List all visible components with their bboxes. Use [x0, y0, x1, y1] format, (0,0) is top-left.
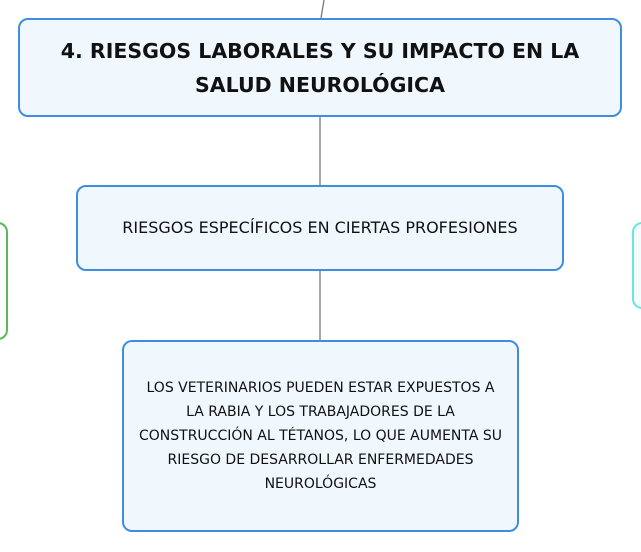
- detail-node[interactable]: [122, 340, 519, 532]
- main-topic-label: 4. RIESGOS LABORALES Y SU IMPACTO EN LA SALUD NEUROLÓGICA: [60, 38, 580, 97]
- subtopic-label: RIESGOS ESPECÍFICOS EN CIERTAS PROFESIONES: [122, 218, 518, 237]
- right-branch-node[interactable]: [632, 222, 641, 309]
- connector-parent-to-main: [321, 0, 324, 18]
- detail-label: LOS VETERINARIOS PUEDEN ESTAR EXPUESTOS A LA RABIA Y LOS TRABAJADORES DE LA CONSTRUCCIÓN AL TÉTANOS, LO QUE AUMENTA SU RIESGO DE DESARROLLAR ENFERMEDADES NEUROLÓGICAS: [138, 380, 503, 492]
- subtopic-node[interactable]: [76, 185, 564, 271]
- left-branch-node[interactable]: [0, 222, 8, 340]
- main-topic-node[interactable]: [18, 18, 622, 117]
